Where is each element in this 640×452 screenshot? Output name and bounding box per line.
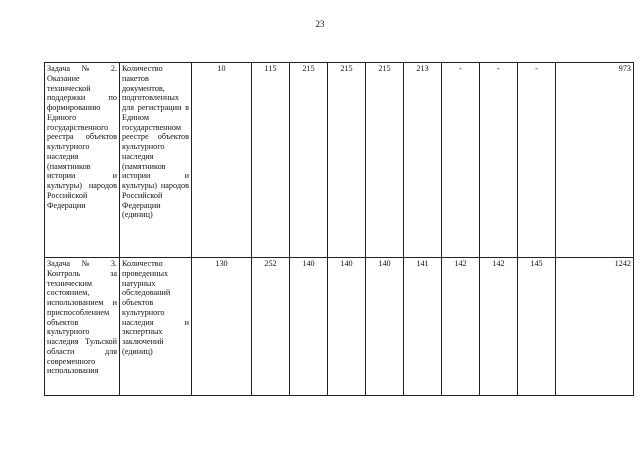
task-cell: Задача № 2. Оказание технической поддержки по формированию Единого государственного реестра объектов культурного наследия (памятников истории и культуры) народов Российской Федерации [45, 63, 120, 258]
value-cell: 142 [442, 258, 480, 396]
page-number: 23 [315, 19, 325, 29]
value-cell: 141 [404, 258, 442, 396]
task-cell: Задача № 3. Контроль за техническим состоянием, использованием и приспособлением объектов культурного наследия Тульской области для современного использования [45, 258, 120, 396]
table-row [45, 63, 634, 258]
value-cell: 140 [328, 258, 366, 396]
table-row [45, 258, 634, 396]
value-cell: 213 [404, 63, 442, 258]
value-cell: 145 [518, 258, 556, 396]
value-cell: 215 [366, 63, 404, 258]
value-cell: - [518, 63, 556, 258]
indicators-table [44, 62, 634, 396]
total-cell: 1242 [556, 258, 634, 396]
value-cell: 130 [192, 258, 252, 396]
indicator-cell: Количество проведенных натурных обследований объектов культурного наследия и экспертных заключений (единиц) [120, 258, 192, 396]
value-cell: 215 [328, 63, 366, 258]
value-cell: 252 [252, 258, 290, 396]
value-cell: - [442, 63, 480, 258]
indicator-cell: Количество пакетов документов, подготовленных для регистрации в Едином государственном реестре объектов культурного наследия (памятников истории и культуры) народов Российской Федерации (единиц) [120, 63, 192, 258]
value-cell: 140 [290, 258, 328, 396]
value-cell: - [480, 63, 518, 258]
value-cell: 115 [252, 63, 290, 258]
value-cell: 215 [290, 63, 328, 258]
value-cell: 142 [480, 258, 518, 396]
value-cell: 140 [366, 258, 404, 396]
total-cell: 973 [556, 63, 634, 258]
value-cell: 10 [192, 63, 252, 258]
